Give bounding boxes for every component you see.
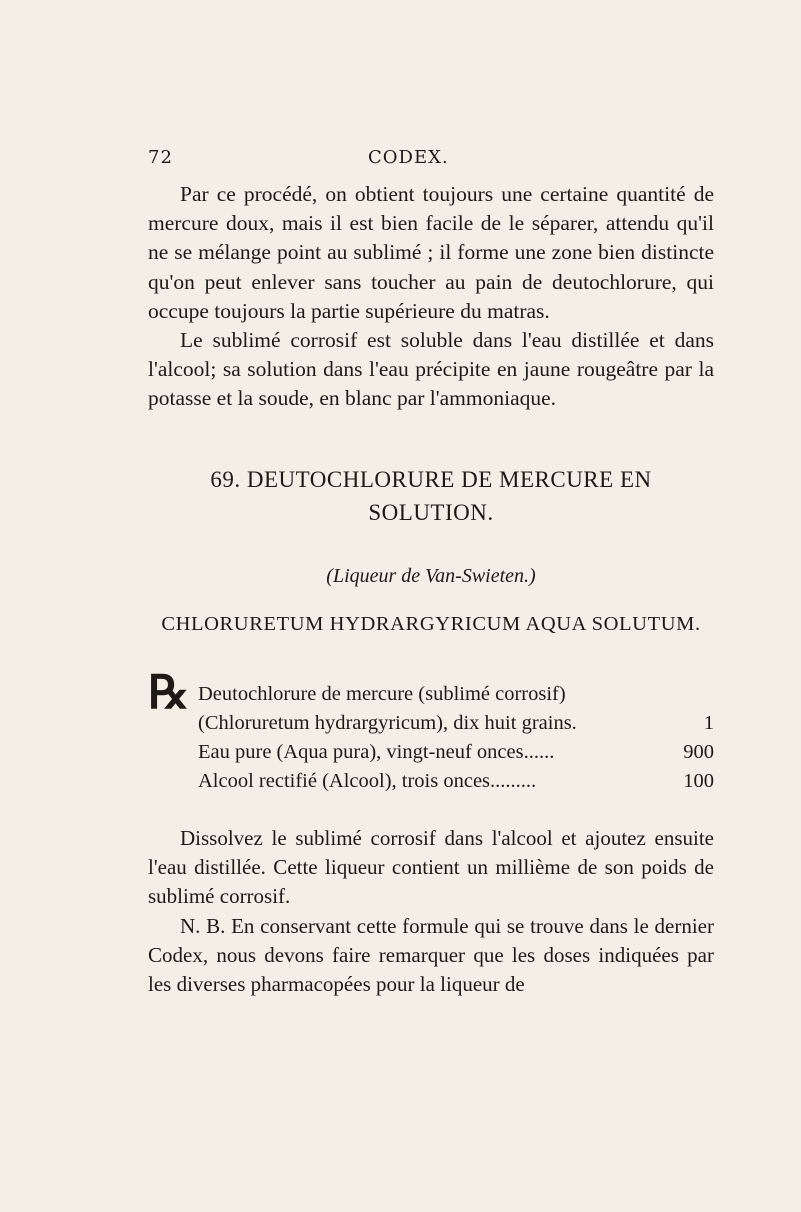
recipe-label: Deutochlorure de mercure (sublimé corrosif) <box>198 683 566 705</box>
recipe-line <box>198 738 714 767</box>
recipe-quantity: 1 <box>703 712 714 734</box>
recipe-quantity: 100 <box>683 770 714 792</box>
recipe-line <box>198 767 714 796</box>
section-title <box>148 463 714 529</box>
rx-icon: ℞ <box>148 667 190 718</box>
recipe-label: (Chloruretum hydrargyricum), dix huit grains. <box>198 712 577 734</box>
recipe-label: Alcool rectifié (Alcool), trois onces......... <box>198 770 537 792</box>
closing-text <box>148 824 714 999</box>
section-subtitle: (Liqueur de Van-Swieten.) <box>326 565 536 587</box>
section-title-line-2: SOLUTION. <box>368 500 494 525</box>
intro-text <box>148 180 714 414</box>
recipe-label: Eau pure (Aqua pura), vingt-neuf onces...... <box>198 741 555 763</box>
recipe-quantity: 900 <box>683 741 714 763</box>
latin-title: CHLORURETUM HYDRARGYRICUM AQUA SOLUTUM. <box>161 613 701 635</box>
closing-paragraph-1: Dissolvez le sublimé corrosif dans l'alcool et ajoutez ensuite l'eau distillée. Cette liqueur contient un millième de son poids de sublimé corrosif. <box>148 826 714 909</box>
recipe-line <box>198 709 714 738</box>
section-title-line-1: 69. DEUTOCHLORURE DE MERCURE EN <box>210 467 652 492</box>
recipe-line <box>198 680 714 709</box>
closing-paragraph-2: N. B. En conservant cette formule qui se trouve dans le dernier Codex, nous devons faire remarquer que les doses indiquées par les diverses pharmacopées pour la liqueur de <box>148 913 714 997</box>
running-title: CODEX. <box>368 147 449 168</box>
intro-paragraph-1: Par ce procédé, on obtient toujours une certaine quantité de mercure doux, mais il est bien facile de le séparer, attendu qu'il ne se mélange point au sublimé ; il forme une zone bien distincte qu'on peut enlever sans toucher au pain de deutochlorure, qui occupe toujours la partie supérieure du matras. <box>148 182 714 323</box>
recipe-lines <box>198 680 714 796</box>
page-number: 72 <box>148 147 173 168</box>
intro-paragraph-2: Le sublimé corrosif est soluble dans l'eau distillée et dans l'alcool; sa solution dans l'eau précipite en jaune rougeâtre par la potasse et la soude, en blanc par l'ammoniaque. <box>148 328 714 411</box>
